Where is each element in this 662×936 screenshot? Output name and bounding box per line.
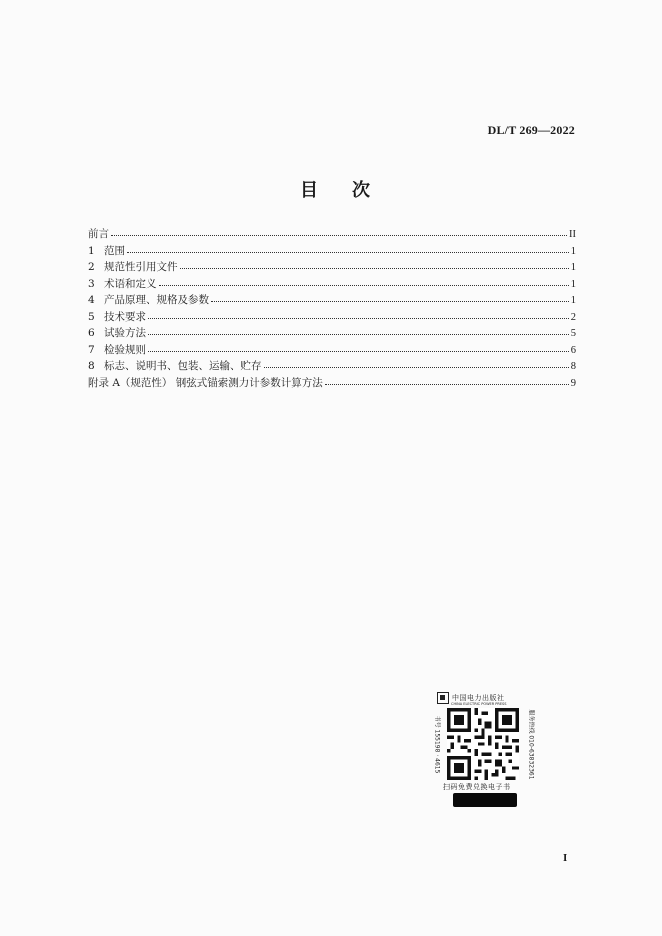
toc-entry-number: 4 bbox=[88, 294, 95, 306]
document-code: DL/T 269—2022 bbox=[487, 123, 575, 137]
toc-entry-label: 产品原理、规格及参数 bbox=[104, 294, 209, 306]
toc-entry-number: 6 bbox=[88, 327, 95, 339]
toc-entry-page: 1 bbox=[570, 245, 576, 257]
toc-entry-label: 规范性引用文件 bbox=[104, 261, 178, 273]
service-hotline-text: 服务热线 010-63832361 bbox=[527, 709, 535, 780]
toc-entry-5[interactable] bbox=[88, 309, 576, 326]
toc-entry-label: 试验方法 bbox=[104, 327, 146, 339]
toc-entry-appendix-a[interactable] bbox=[88, 375, 576, 392]
toc-entry-number: 8 bbox=[88, 360, 95, 372]
qr-caption: 扫码免费兑换电子书 bbox=[443, 783, 511, 791]
toc-entry-8[interactable] bbox=[88, 358, 576, 375]
toc-entry-number: 1 bbox=[88, 244, 95, 257]
toc-entry-label: 范围 bbox=[104, 244, 125, 257]
toc-leader-dots bbox=[148, 342, 569, 352]
toc-entry-number: 3 bbox=[88, 277, 95, 290]
redaction-bar bbox=[453, 793, 517, 807]
toc-entry-number: 2 bbox=[88, 261, 95, 273]
toc-entry-label: 检验规则 bbox=[104, 343, 146, 356]
toc-entry-page: 1 bbox=[570, 278, 576, 290]
toc-leader-dots bbox=[148, 325, 569, 335]
toc-entry-label: 前言 bbox=[88, 228, 109, 240]
toc-leader-dots bbox=[211, 292, 569, 302]
toc-entry-number: 5 bbox=[88, 310, 95, 323]
toc-entry-label: 技术要求 bbox=[104, 310, 146, 323]
publisher-qr-sticker bbox=[433, 690, 533, 812]
toc-entry-1[interactable] bbox=[88, 243, 576, 260]
toc-leader-dots bbox=[127, 243, 569, 253]
page-number: I bbox=[563, 852, 568, 864]
qr-code-icon[interactable] bbox=[447, 708, 519, 780]
toc-entry-foreword[interactable] bbox=[88, 226, 576, 243]
publisher-english-name: CHINA ELECTRIC POWER PRESS bbox=[451, 702, 507, 706]
toc-entry-7[interactable] bbox=[88, 342, 576, 359]
book-number-text: 书号 155198 · 4615 bbox=[433, 715, 441, 774]
toc-title-part1: 目 bbox=[300, 180, 318, 201]
toc-entry-page: 2 bbox=[570, 311, 576, 323]
toc-entry-number: 7 bbox=[88, 343, 95, 356]
toc-leader-dots bbox=[159, 276, 569, 286]
toc-leader-dots bbox=[148, 309, 569, 319]
publisher-name: 中国电力出版社 bbox=[452, 693, 505, 702]
toc-entry-3[interactable] bbox=[88, 276, 576, 293]
toc-entry-6[interactable] bbox=[88, 325, 576, 342]
toc-entry-label: 标志、说明书、包装、运输、贮存 bbox=[104, 360, 262, 372]
toc-leader-dots bbox=[111, 226, 567, 236]
toc-entry-2[interactable] bbox=[88, 259, 576, 276]
toc-entry-page: II bbox=[569, 229, 576, 240]
table-of-contents bbox=[88, 226, 576, 391]
toc-entry-page: 9 bbox=[570, 377, 576, 389]
toc-entry-label: 术语和定义 bbox=[104, 277, 157, 290]
toc-entry-page: 5 bbox=[570, 328, 576, 339]
toc-leader-dots bbox=[264, 358, 569, 368]
toc-entry-page: 8 bbox=[570, 361, 576, 372]
publisher-logo-icon bbox=[437, 692, 449, 704]
toc-leader-dots bbox=[180, 259, 569, 269]
toc-entry-page: 1 bbox=[570, 295, 576, 306]
toc-title-part2: 次 bbox=[352, 180, 370, 201]
toc-entry-label: 附录 A（规范性） 钢弦式锚索测力计参数计算方法 bbox=[88, 376, 323, 389]
toc-entry-4[interactable] bbox=[88, 292, 576, 309]
toc-entry-page: 6 bbox=[570, 344, 576, 356]
toc-entry-page: 1 bbox=[570, 262, 576, 273]
toc-leader-dots bbox=[325, 375, 569, 385]
toc-title bbox=[300, 176, 370, 202]
